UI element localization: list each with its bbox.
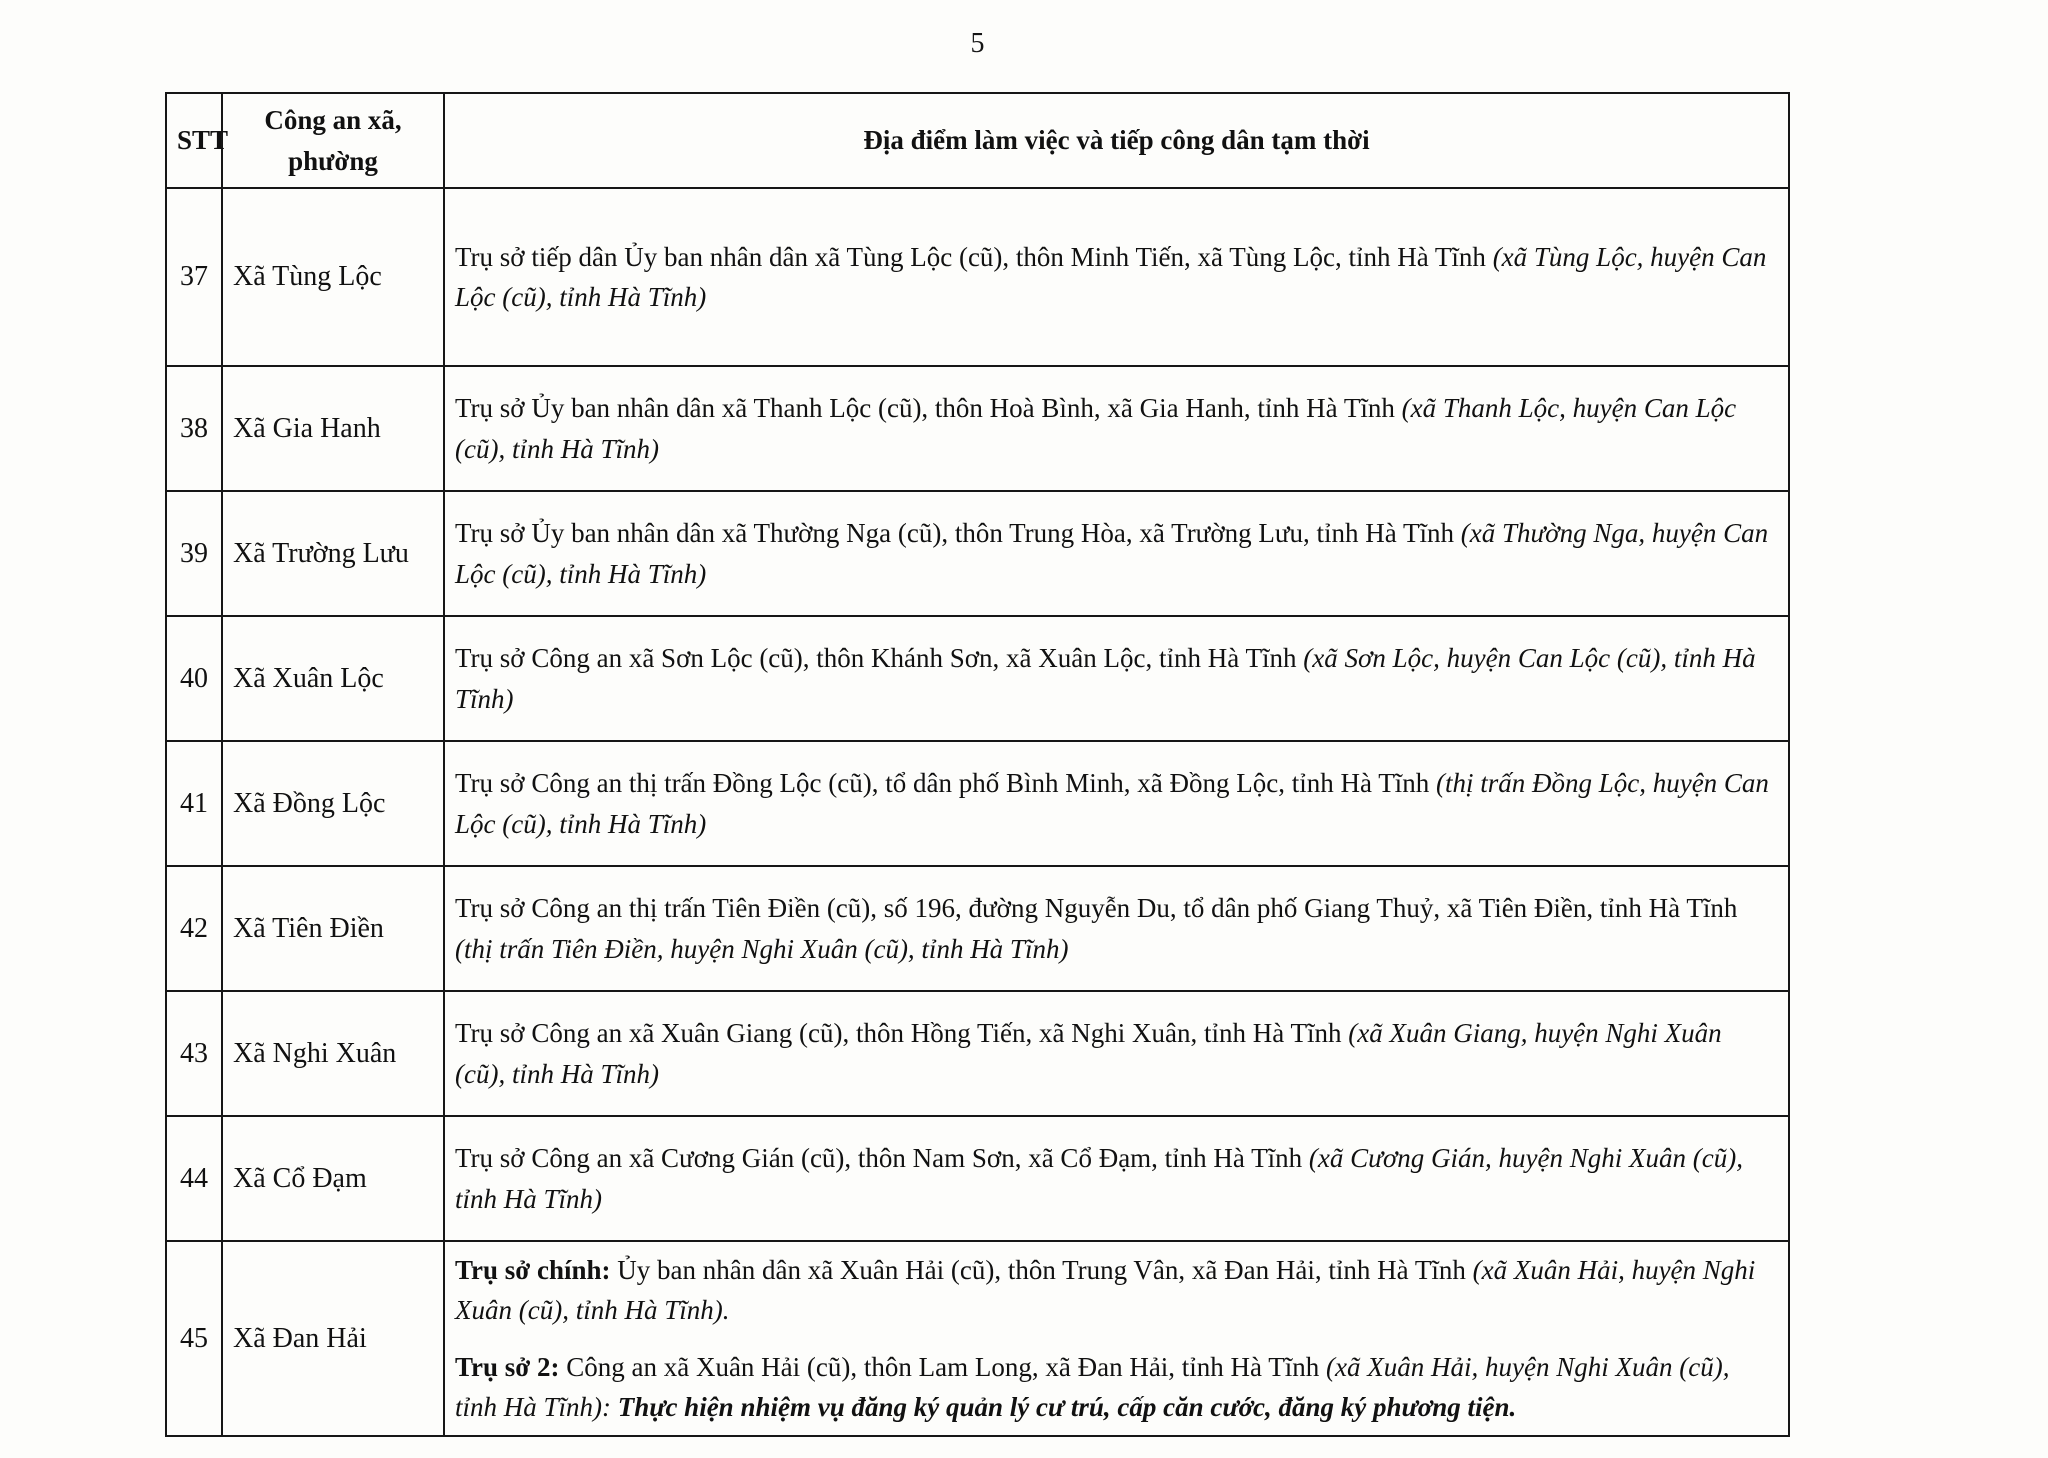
text-segment: Trụ sở chính: [455,1254,611,1285]
table-row [166,1116,1789,1241]
stt-cell: 40 [166,616,222,741]
stt-cell: 39 [166,491,222,616]
address-cell [444,366,1789,491]
text-segment: Ủy ban nhân dân xã Xuân Hải (cũ), thôn Trung Vân, xã Đan Hải, tỉnh Hà Tĩnh [610,1254,1473,1285]
address-cell [444,188,1789,366]
text-segment: (xã Tùng Lộc, huyện Can Lộc (cũ), tỉnh Hà Tĩnh) [455,241,1767,312]
document-table [165,92,1790,1437]
address-paragraph [455,888,1778,969]
header-cell-address: Địa điểm làm việc và tiếp công dân tạm thời [444,93,1789,188]
stt-cell: 43 [166,991,222,1116]
address-cell [444,1241,1789,1436]
text-segment: Trụ sở tiếp dân Ủy ban nhân dân xã Tùng Lộc (cũ), thôn Minh Tiến, xã Tùng Lộc, tỉnh Hà Tĩnh [455,241,1493,272]
text-segment: (thị trấn Đồng Lộc, huyện Can Lộc (cũ), tỉnh Hà Tĩnh) [455,768,1769,839]
page-number: 5 [970,28,985,59]
header-cell-stt: STT [166,93,222,188]
table-row [166,1241,1789,1436]
address-paragraph [455,513,1778,594]
stt-cell: 37 [166,188,222,366]
text-segment: Trụ sở Công an xã Xuân Giang (cũ), thôn Hồng Tiến, xã Nghi Xuân, tỉnh Hà Tĩnh [455,1018,1349,1048]
address-paragraph [455,237,1778,318]
text-segment: Trụ sở Công an thị trấn Đồng Lộc (cũ), tổ dân phố Bình Minh, xã Đồng Lộc, tỉnh Hà Tĩnh [455,768,1436,798]
text-segment: Trụ sở Ủy ban nhân dân xã Thường Nga (cũ), thôn Trung Hòa, xã Trường Lưu, tỉnh Hà Tĩnh [455,518,1461,548]
text-segment: Thực hiện nhiệm vụ đăng ký quản lý cư trú, cấp căn cước, đăng ký phương tiện. [611,1392,1517,1422]
address-cell [444,1116,1789,1241]
address-paragraph [455,1138,1778,1219]
stt-cell: 38 [166,366,222,491]
address-cell [444,491,1789,616]
name-cell: Xã Tiên Điền [222,866,444,991]
header-cell-name: Công an xã, phường [222,93,444,188]
table-row [166,866,1789,991]
text-segment: Trụ sở Ủy ban nhân dân xã Thanh Lộc (cũ), thôn Hoà Bình, xã Gia Hanh, tỉnh Hà Tĩnh [455,393,1402,423]
address-cell [444,741,1789,866]
name-cell: Xã Đan Hải [222,1241,444,1436]
name-cell: Xã Cổ Đạm [222,1116,444,1241]
address-cell [444,991,1789,1116]
name-cell: Xã Tùng Lộc [222,188,444,366]
text-segment: (xã Sơn Lộc, huyện Can Lộc (cũ), tỉnh Hà Tĩnh) [455,643,1756,714]
address-cell [444,866,1789,991]
table-row [166,741,1789,866]
name-cell: Xã Nghi Xuân [222,991,444,1116]
text-segment: Công an xã Xuân Hải (cũ), thôn Lam Long, xã Đan Hải, tỉnh Hà Tĩnh [559,1351,1327,1382]
text-segment: (xã Thanh Lộc, huyện Can Lộc (cũ), tỉnh Hà Tĩnh) [455,393,1737,464]
address-paragraph [455,1347,1778,1428]
text-segment: (xã Xuân Hải, huyện Nghi Xuân (cũ), tỉnh Hà Tĩnh). [455,1254,1756,1325]
name-cell: Xã Gia Hanh [222,366,444,491]
text-segment: (thị trấn Tiên Điền, huyện Nghi Xuân (cũ), tỉnh Hà Tĩnh) [455,933,1069,964]
table-row [166,491,1789,616]
table-body [166,188,1789,1436]
address-cell [444,616,1789,741]
text-segment: (xã Cương Gián, huyện Nghi Xuân (cũ), tỉnh Hà Tĩnh) [455,1143,1743,1214]
text-segment: (xã Xuân Hải, huyện Nghi Xuân (cũ), tỉnh Hà Tĩnh): [455,1351,1730,1422]
table-row [166,616,1789,741]
address-paragraph [455,638,1778,719]
header-row [166,93,1789,188]
name-cell: Xã Đồng Lộc [222,741,444,866]
text-segment: Trụ sở Công an thị trấn Tiên Điền (cũ), số 196, đường Nguyễn Du, tổ dân phố Giang Thuỷ, xã Tiên Điền, tỉnh Hà Tĩnh [455,893,1738,923]
stt-cell: 45 [166,1241,222,1436]
name-cell: Xã Trường Lưu [222,491,444,616]
address-paragraph [455,763,1778,844]
text-segment: Trụ sở Công an xã Cương Gián (cũ), thôn Nam Sơn, xã Cổ Đạm, tỉnh Hà Tĩnh [455,1143,1309,1173]
table-row [166,991,1789,1116]
address-paragraph [455,388,1778,469]
table-row [166,366,1789,491]
table-row [166,188,1789,366]
address-paragraph [455,1013,1778,1094]
text-segment: (xã Thường Nga, huyện Can Lộc (cũ), tỉnh Hà Tĩnh) [455,518,1769,589]
text-segment: Trụ sở Công an xã Sơn Lộc (cũ), thôn Khánh Sơn, xã Xuân Lộc, tỉnh Hà Tĩnh [455,643,1304,673]
table-header [166,93,1789,188]
text-segment: (xã Xuân Giang, huyện Nghi Xuân (cũ), tỉnh Hà Tĩnh) [455,1018,1722,1089]
stt-cell: 44 [166,1116,222,1241]
stt-cell: 42 [166,866,222,991]
address-paragraph [455,1250,1778,1331]
stt-cell: 41 [166,741,222,866]
text-segment: Trụ sở 2: [455,1351,560,1382]
name-cell: Xã Xuân Lộc [222,616,444,741]
